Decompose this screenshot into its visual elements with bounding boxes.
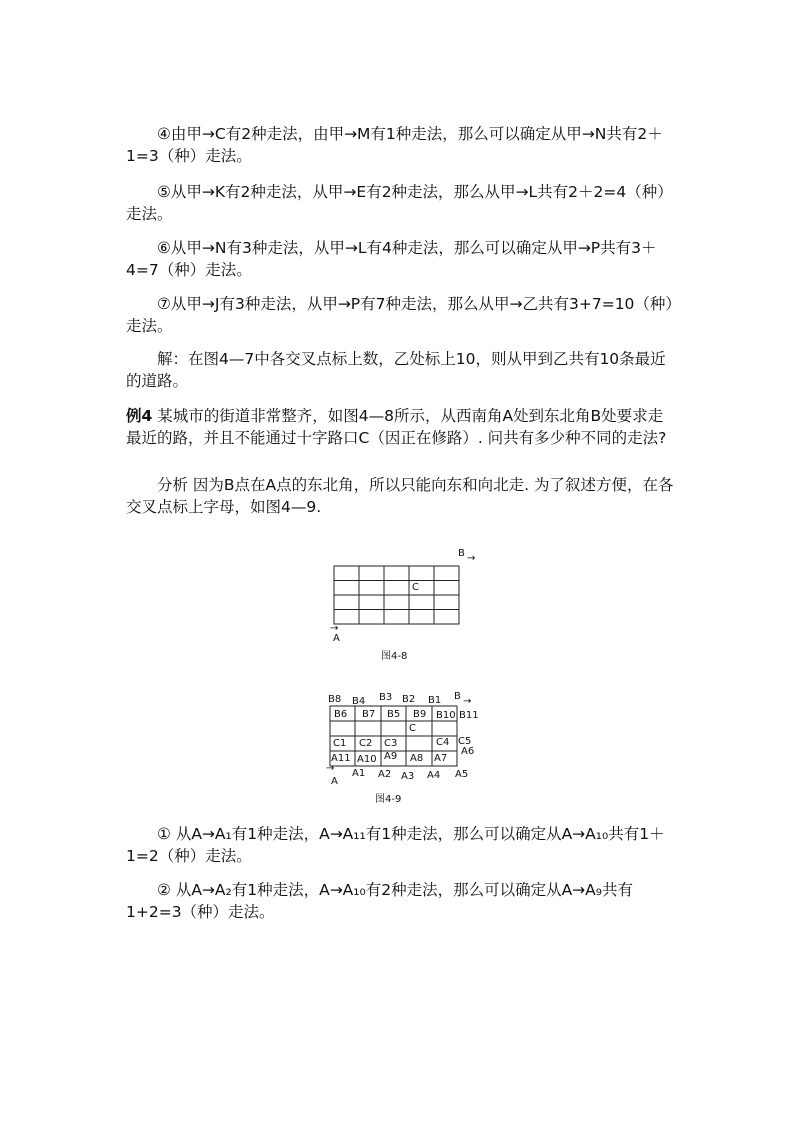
para-step-5: ⑤从甲→K有2种走法，从甲→E有2种走法，那么从甲→L共有2＋2=4（种）走法。 (126, 183, 673, 223)
label-c4: C4 (436, 737, 450, 748)
label-a4: A4 (427, 770, 441, 781)
label-c3: C3 (384, 738, 398, 749)
label-a1: A1 (352, 768, 366, 779)
label-c5: C5 (458, 736, 472, 747)
label-a10: A10 (357, 754, 377, 765)
label-b: B (454, 691, 461, 702)
label-b1: B1 (428, 695, 442, 706)
label-c1: C1 (333, 738, 347, 749)
label-b4: B4 (352, 696, 366, 707)
label-a9: A9 (384, 751, 398, 762)
label-a6: A6 (461, 746, 475, 757)
label-b: B (458, 548, 465, 559)
label-b9: B9 (413, 709, 427, 720)
label-a: A (331, 776, 338, 787)
label-a2: A2 (378, 769, 392, 780)
label-b6: B6 (334, 709, 348, 720)
label-a5: A5 (455, 769, 469, 780)
para-analysis: 分析 因为B点在A点的东北角，所以只能向东和向北走. 为了叙述方便，在各交叉点标上字母，如图4—9. (126, 476, 674, 516)
arrow-b: → (463, 696, 472, 707)
para-step-2: ② 从A→A₂有1种走法，A→A₁₀有2种走法，那么可以确定从A→A₉共有1+2=3（种）走法。 (126, 881, 633, 921)
label-a7: A7 (434, 753, 448, 764)
example-label: 例4 (126, 407, 153, 425)
arrow-a: → (330, 623, 339, 634)
label-b7: B7 (362, 709, 376, 720)
label-b3: B3 (379, 692, 393, 703)
label-a3: A3 (401, 771, 415, 782)
label-a: A (333, 633, 340, 644)
arrow-b: → (467, 553, 476, 564)
label-c2: C2 (359, 738, 373, 749)
para-step-6: ⑥从甲→N有3种走法，从甲→L有4种走法，那么可以确定从甲→P共有3＋4=7（种）走法。 (126, 239, 657, 279)
label-b10: B10 (436, 710, 456, 721)
label-c: C (409, 723, 416, 734)
label-b5: B5 (387, 709, 401, 720)
para-solution: 解：在图4—7中各交叉点标上数，乙处标上10，则从甲到乙共有10条最近的道路。 (126, 350, 666, 390)
arrow-a: → (326, 763, 335, 774)
label-b11: B11 (459, 710, 479, 721)
label-b8: B8 (328, 694, 342, 705)
para-step-1: ① 从A→A₁有1种走法，A→A₁₁有1种走法，那么可以确定从A→A₁₀共有1＋1=2（种）走法。 (126, 825, 665, 865)
label-a11: A11 (331, 753, 351, 764)
label-c: C (412, 582, 419, 593)
figure-caption: 图4-9 (375, 794, 402, 805)
label-a8: A8 (410, 753, 424, 764)
example-text: 某城市的街道非常整齐，如图4—8所示，从西南角A处到东北角B处要求走最近的路，并且不能通过十字路口C（因正在修路）. 问共有多少种不同的走法? (126, 407, 667, 447)
para-step-7: ⑦从甲→J有3种走法，从甲→P有7种走法，那么从甲→乙共有3+7=10（种）走法。 (126, 295, 674, 335)
figure-caption: 图4-8 (381, 651, 408, 662)
para-step-4: ④由甲→C有2种走法，由甲→M有1种走法，那么可以确定从甲→N共有2＋1=3（种）走法。 (126, 125, 663, 165)
label-b2: B2 (402, 694, 416, 705)
